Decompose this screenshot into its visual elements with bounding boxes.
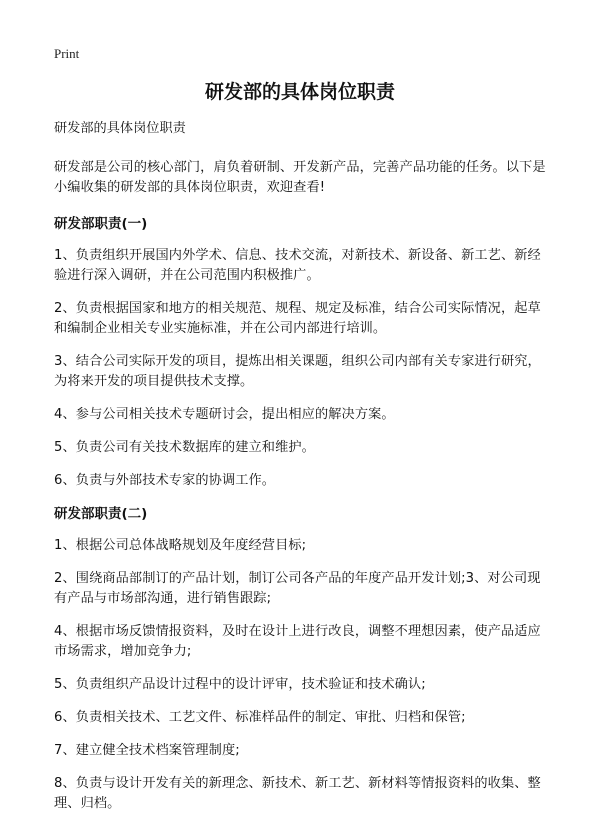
page-title: 研发部的具体岗位职责 bbox=[204, 81, 395, 103]
print-link[interactable]: Print bbox=[54, 46, 80, 61]
list-item: 5、负责组织产品设计过程中的设计评审，技术验证和技术确认; bbox=[54, 677, 426, 692]
section-heading: 研发部职责(一) bbox=[54, 216, 148, 232]
section-heading: 研发部职责(二) bbox=[54, 506, 148, 522]
document-body bbox=[54, 120, 548, 827]
list-item: 7、建立健全技术档案管理制度; bbox=[54, 743, 240, 758]
list-item: 3、结合公司实际开发的项目，提炼出相关课题，组织公司内部有关专家进行研究，为将来开发的项目提供技术支撑。 bbox=[54, 354, 541, 389]
section-1 bbox=[54, 214, 548, 491]
list-item: 4、参与公司相关技术专题研讨会，提出相应的解决方案。 bbox=[54, 407, 395, 422]
list-item: 6、负责与外部技术专家的协调工作。 bbox=[54, 473, 276, 488]
list-item: 5、负责公司有关技术数据库的建立和维护。 bbox=[54, 440, 315, 455]
list-item: 4、根据市场反馈情报资料，及时在设计上进行改良，调整不理想因素，使产品适应市场需求，增加竞争力; bbox=[54, 624, 541, 659]
document-subtitle: 研发部的具体岗位职责 bbox=[54, 121, 186, 136]
list-item: 2、负责根据国家和地方的相关规范、规程、规定及标准，结合公司实际情况，起草和编制企业相关专业实施标准，并在公司内部进行培训。 bbox=[54, 301, 541, 336]
list-item: 2、围绕商品部制订的产品计划，制订公司各产品的年度产品开发计划;3、对公司现有产品与市场部沟通，进行销售跟踪; bbox=[54, 571, 541, 606]
list-item: 8、负责与设计开发有关的新理念、新技术、新工艺、新材料等情报资料的收集、整理、归档。 bbox=[54, 776, 541, 811]
list-item: 1、负责组织开展国内外学术、信息、技术交流，对新技术、新设备、新工艺、新经验进行深入调研，并在公司范围内积极推广。 bbox=[54, 248, 541, 283]
list-item: 1、根据公司总体战略规划及年度经营目标; bbox=[54, 538, 307, 553]
intro-paragraph: 研发部是公司的核心部门，肩负着研制、开发新产品，完善产品功能的任务。以下是小编收集的研发部的具体岗位职责，欢迎查看! bbox=[54, 160, 546, 195]
section-2 bbox=[54, 504, 548, 814]
list-item: 6、负责相关技术、工艺文件、标准样品件的制定、审批、归档和保管; bbox=[54, 710, 466, 725]
